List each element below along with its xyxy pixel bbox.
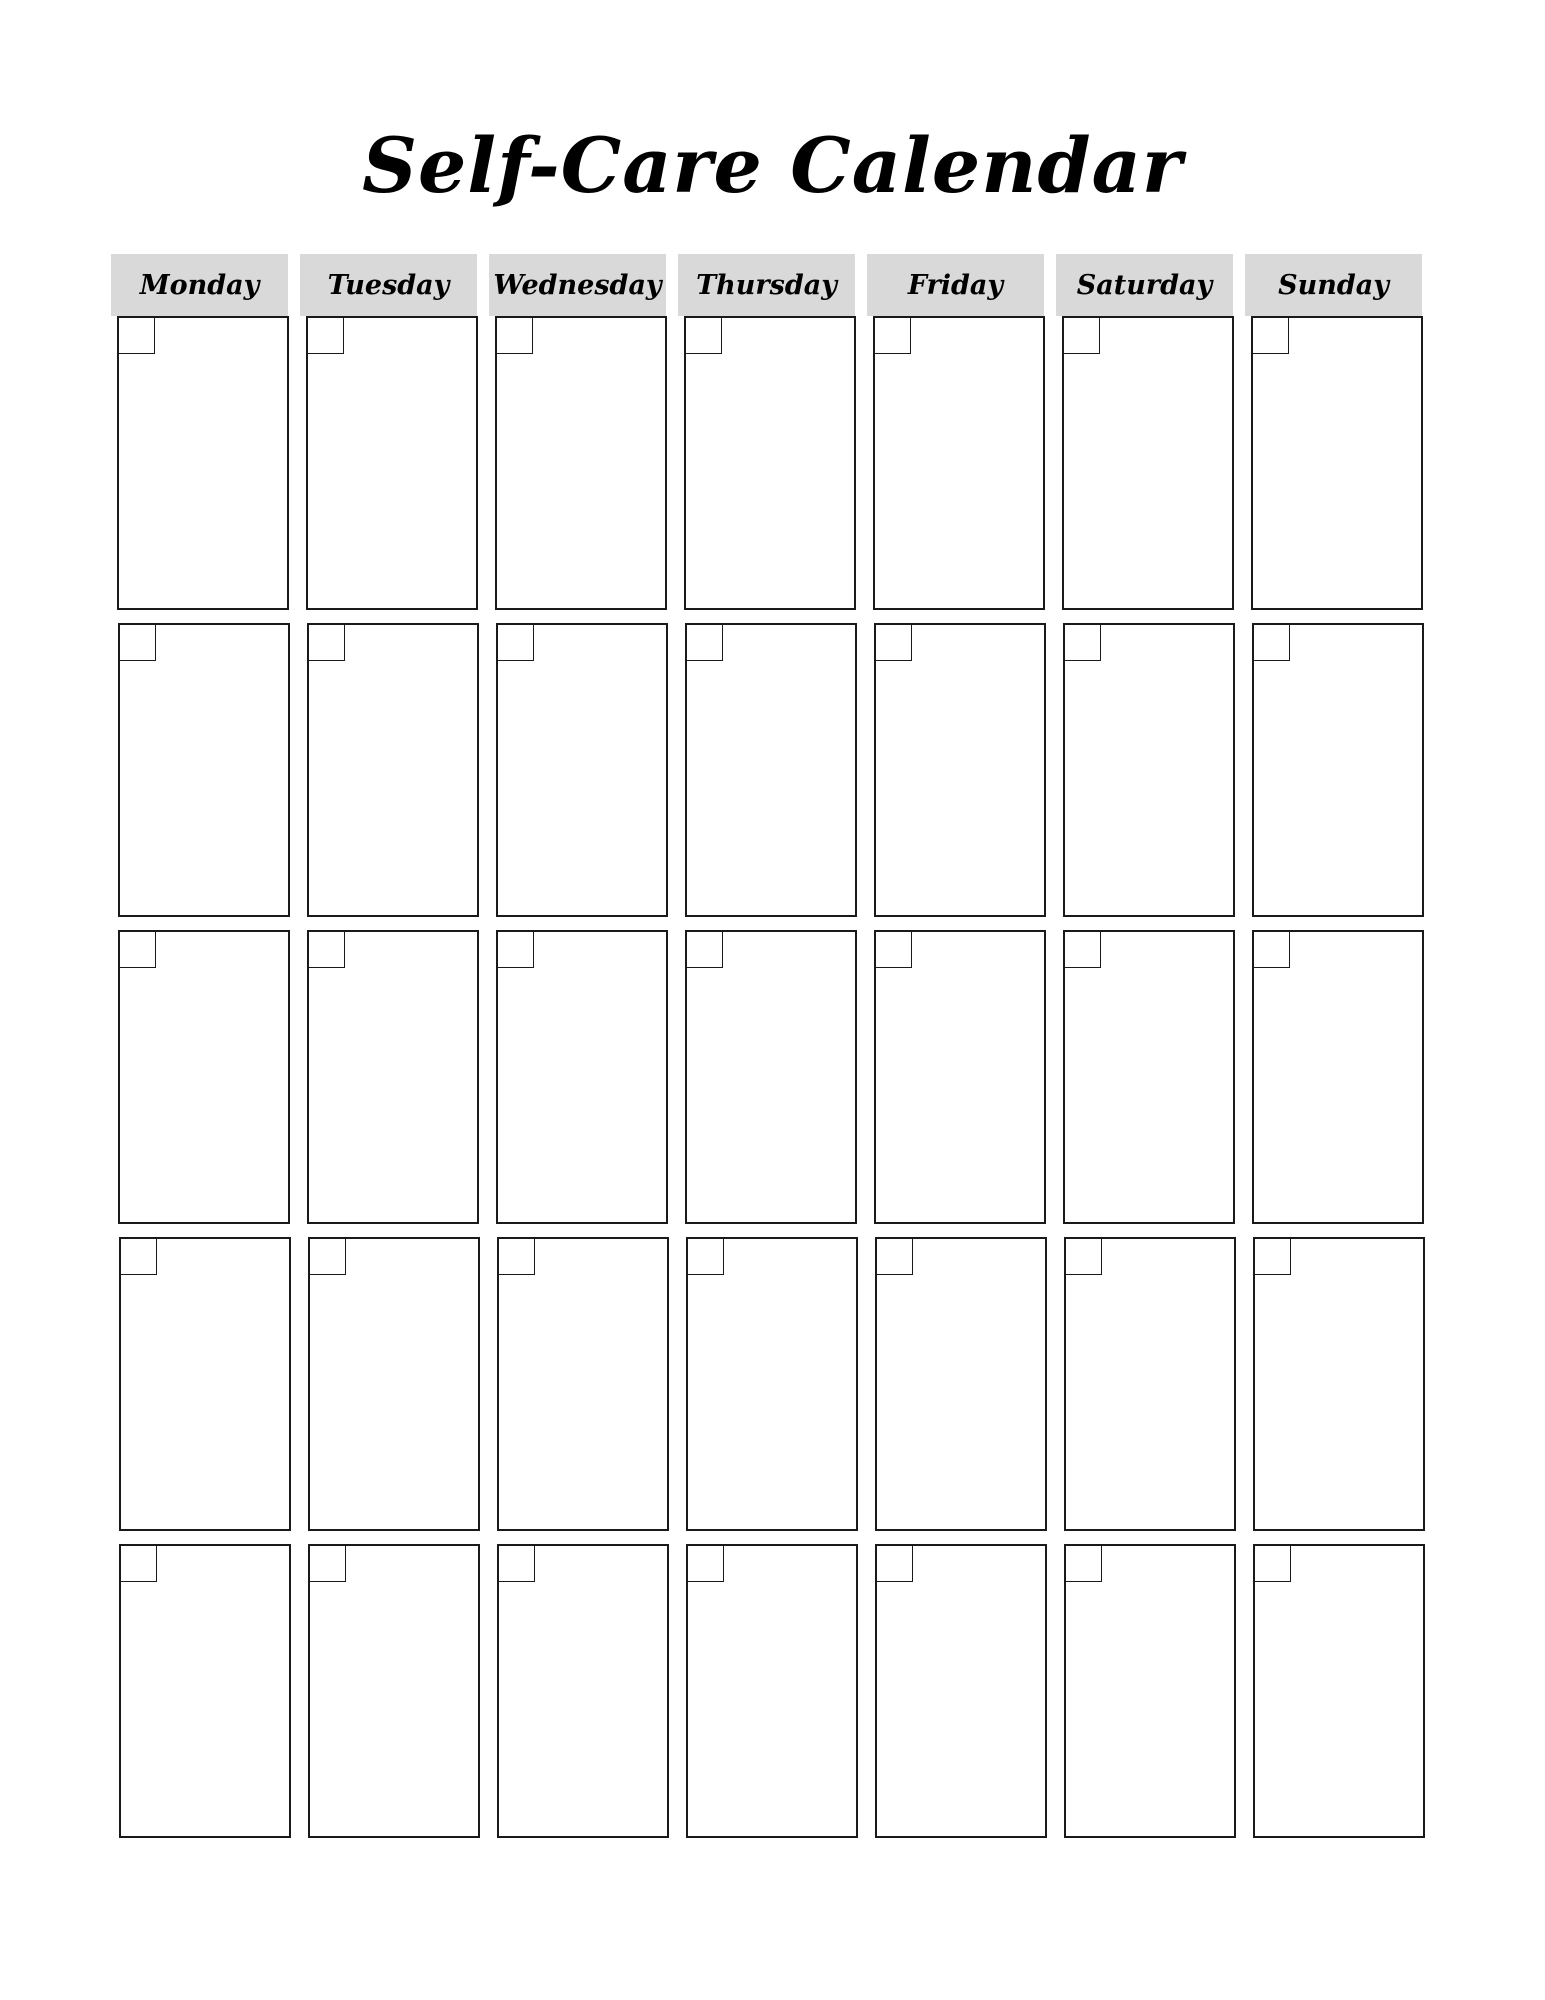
day-cell[interactable] — [1063, 930, 1235, 1224]
day-cell[interactable] — [1064, 1237, 1236, 1531]
day-cell[interactable] — [307, 623, 479, 917]
day-checkbox[interactable] — [875, 318, 911, 354]
day-checkbox[interactable] — [309, 625, 345, 661]
day-cell[interactable] — [1063, 623, 1235, 917]
day-cell[interactable] — [495, 316, 667, 610]
day-cell[interactable] — [685, 930, 857, 1224]
day-checkbox[interactable] — [688, 1546, 724, 1582]
day-checkbox[interactable] — [688, 1239, 724, 1275]
day-checkbox[interactable] — [497, 318, 533, 354]
day-checkbox[interactable] — [687, 625, 723, 661]
day-cell[interactable] — [497, 1544, 669, 1838]
day-checkbox[interactable] — [498, 625, 534, 661]
day-checkbox[interactable] — [877, 1546, 913, 1582]
weekday-header-sunday: Sunday — [1245, 254, 1422, 316]
day-checkbox[interactable] — [877, 1239, 913, 1275]
day-checkbox[interactable] — [1254, 932, 1290, 968]
day-checkbox[interactable] — [1065, 932, 1101, 968]
day-cell[interactable] — [496, 930, 668, 1224]
day-cell[interactable] — [685, 623, 857, 917]
day-cell[interactable] — [119, 1544, 291, 1838]
day-checkbox[interactable] — [310, 1546, 346, 1582]
day-cell[interactable] — [875, 1544, 1047, 1838]
day-cell[interactable] — [684, 316, 856, 610]
day-checkbox[interactable] — [309, 932, 345, 968]
weekday-header-friday: Friday — [867, 254, 1044, 316]
day-cell[interactable] — [686, 1237, 858, 1531]
day-cell[interactable] — [686, 1544, 858, 1838]
weekday-header-thursday: Thursday — [678, 254, 855, 316]
day-checkbox[interactable] — [310, 1239, 346, 1275]
day-checkbox[interactable] — [686, 318, 722, 354]
day-cell[interactable] — [496, 623, 668, 917]
day-cell[interactable] — [1253, 1544, 1425, 1838]
day-cell[interactable] — [119, 1237, 291, 1531]
day-checkbox[interactable] — [121, 1546, 157, 1582]
day-checkbox[interactable] — [1066, 1546, 1102, 1582]
weekday-header-row — [0, 254, 1545, 316]
day-checkbox[interactable] — [121, 1239, 157, 1275]
day-checkbox[interactable] — [1064, 318, 1100, 354]
day-checkbox[interactable] — [120, 932, 156, 968]
day-cell[interactable] — [118, 623, 290, 917]
day-checkbox[interactable] — [876, 932, 912, 968]
day-cell[interactable] — [873, 316, 1045, 610]
day-checkbox[interactable] — [498, 932, 534, 968]
weekday-header-tuesday: Tuesday — [300, 254, 477, 316]
day-cell[interactable] — [1064, 1544, 1236, 1838]
day-cell[interactable] — [874, 930, 1046, 1224]
day-cell[interactable] — [306, 316, 478, 610]
day-checkbox[interactable] — [120, 625, 156, 661]
day-cell[interactable] — [1252, 930, 1424, 1224]
day-checkbox[interactable] — [687, 932, 723, 968]
day-cell[interactable] — [308, 1237, 480, 1531]
day-checkbox[interactable] — [1254, 625, 1290, 661]
page-title: Self-Care Calendar — [362, 121, 1183, 210]
day-checkbox[interactable] — [1255, 1239, 1291, 1275]
day-checkbox[interactable] — [1253, 318, 1289, 354]
day-checkbox[interactable] — [1255, 1546, 1291, 1582]
day-cell[interactable] — [874, 623, 1046, 917]
day-cell[interactable] — [1253, 1237, 1425, 1531]
weekday-header-monday: Monday — [111, 254, 288, 316]
day-cell[interactable] — [875, 1237, 1047, 1531]
day-checkbox[interactable] — [1065, 625, 1101, 661]
day-checkbox[interactable] — [1066, 1239, 1102, 1275]
weekday-header-saturday: Saturday — [1056, 254, 1233, 316]
day-checkbox[interactable] — [119, 318, 155, 354]
day-cell[interactable] — [117, 316, 289, 610]
day-cell[interactable] — [118, 930, 290, 1224]
day-cell[interactable] — [497, 1237, 669, 1531]
day-checkbox[interactable] — [499, 1239, 535, 1275]
day-checkbox[interactable] — [876, 625, 912, 661]
day-cell[interactable] — [1251, 316, 1423, 610]
day-checkbox[interactable] — [499, 1546, 535, 1582]
weekday-header-wednesday: Wednesday — [489, 254, 666, 316]
day-cell[interactable] — [1062, 316, 1234, 610]
day-cell[interactable] — [307, 930, 479, 1224]
day-cell[interactable] — [308, 1544, 480, 1838]
day-checkbox[interactable] — [308, 318, 344, 354]
day-cell[interactable] — [1252, 623, 1424, 917]
